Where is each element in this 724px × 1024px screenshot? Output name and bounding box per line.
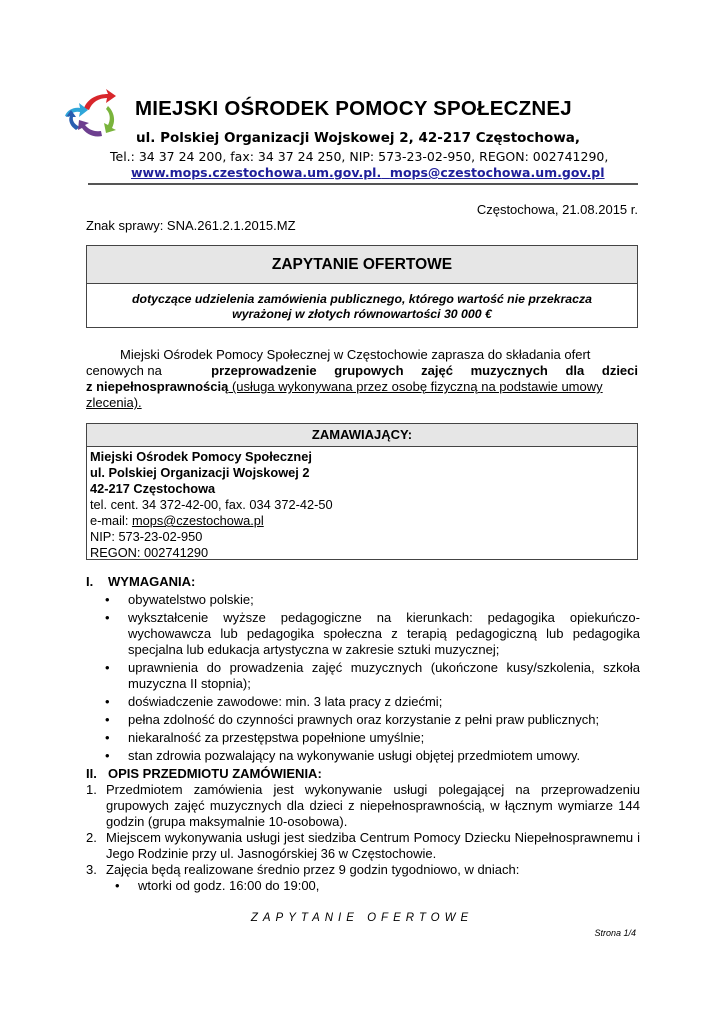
email-link[interactable]: mops@czestochowa.um.gov.pl xyxy=(389,165,605,180)
ordering-tel: tel. cent. 34 372-42-00, fax. 034 372-42-50 xyxy=(90,497,333,512)
item-text: Zajęcia będą realizowane średnio przez 9 godzin tygodniowo, w dniach: xyxy=(106,862,520,877)
ordering-name: Miejski Ośrodek Pomocy Społecznej xyxy=(90,449,312,464)
item-text: Przedmiotem zamówienia jest wykonywanie usługi polegającej na przeprowadzeniu grupowych zajęć muzycznych dla dzieci z niepełnosprawnością, w łącznym wymiarze 144 godzin (grupa maksymalnie 10-osobowa). xyxy=(106,782,640,829)
section-1-heading: WYMAGANIA: xyxy=(108,574,196,589)
item-number: 3. xyxy=(86,862,97,877)
title-box xyxy=(86,245,638,328)
description-list xyxy=(86,782,640,878)
org-address: ul. Polskiej Organizacji Wojskowej 2, 42-217 Częstochowa, xyxy=(136,130,581,146)
ordering-email-row xyxy=(90,513,634,529)
intro-subject: przeprowadzenie grupowych zajęć muzycznych dla dzieci xyxy=(211,363,638,378)
list-item: • uprawnienia do prowadzenia zajęć muzycznych (ukończone kusy/szkolenia, szkoła muzyczna II stopnia); xyxy=(86,660,640,692)
ordering-nip: NIP: 573-23-02-950 xyxy=(90,529,203,544)
list-item xyxy=(86,830,640,862)
list-item: • pełna zdolność do czynności prawnych oraz korzystanie z pełni praw publicznych; xyxy=(86,712,640,728)
intro-line-1: Miejski Ośrodek Pomocy Społecznej w Częstochowie zaprasza do składania ofert xyxy=(120,347,591,362)
intro-subject-end: z niepełnosprawnością xyxy=(86,379,229,394)
section-1-title xyxy=(86,574,640,590)
intro-text: cenowych na xyxy=(86,363,162,378)
item-number: 2. xyxy=(86,830,97,845)
section-2-number: II. xyxy=(86,766,97,781)
website-link[interactable]: www.mops.czestochowa.um.gov.pl. xyxy=(131,165,382,180)
item-text: Miejscem wykonywania usługi jest siedziba Centrum Pomocy Dziecku Niepełnosprawnemu i Jego Rodzinie przy ul. Jasnogórskiej 36 w Częstochowie. xyxy=(106,830,640,861)
header-divider xyxy=(88,183,638,185)
intro-line-3 xyxy=(86,379,638,395)
list-item: • doświadczenie zawodowe: min. 3 lata pracy z dziećmi; xyxy=(86,694,640,710)
schedule-item: • wtorki od godz. 16:00 do 19:00, xyxy=(86,878,640,894)
section-requirements xyxy=(86,574,640,764)
ordering-city: 42-217 Częstochowa xyxy=(90,481,216,496)
ordering-regon: REGON: 002741290 xyxy=(90,545,209,560)
ordering-details xyxy=(87,447,637,563)
org-links xyxy=(131,165,605,180)
list-item xyxy=(86,782,640,830)
section-1-number: I. xyxy=(86,574,94,589)
intro-line-4: zlecenia). xyxy=(86,395,142,410)
email-label: e-mail: xyxy=(90,513,132,528)
document-title: ZAPYTANIE OFERTOWE xyxy=(87,246,637,284)
section-2-heading: OPIS PRZEDMIOTU ZAMÓWIENIA: xyxy=(108,766,322,781)
org-contact: Tel.: 34 37 24 200, fax: 34 37 24 250, NIP: 573-23-02-950, REGON: 002741290, xyxy=(110,149,609,164)
list-item: • niekaralność za przestępstwa popełnione umyślnie; xyxy=(86,730,640,746)
list-item: • stan zdrowia pozwalający na wykonywanie usługi objętej przedmiotem umowy. xyxy=(86,748,640,764)
section-2-title xyxy=(86,766,640,782)
item-number: 1. xyxy=(86,782,97,797)
title-subtitle xyxy=(87,284,637,322)
org-name: MIEJSKI OŚRODEK POMOCY SPOŁECZNEJ xyxy=(135,97,572,120)
list-item xyxy=(86,862,640,878)
page-number: Strona 1/4 xyxy=(594,928,636,938)
subtitle-line-1: dotyczące udzielenia zamówienia publicznego, którego wartość nie przekracza xyxy=(132,292,592,306)
ordering-street: ul. Polskiej Organizacji Wojskowej 2 xyxy=(90,465,310,480)
mops-logo-icon xyxy=(62,86,126,142)
ordering-party-box xyxy=(86,423,638,560)
intro-note: (usługa wykonywana przez osobę fizyczną na podstawie umowy xyxy=(228,379,603,394)
ordering-heading: ZAMAWIAJĄCY: xyxy=(87,424,637,447)
list-item: • wykształcenie wyższe pedagogiczne na kierunkach: pedagogika opiekuńczo-wychowawcza lub pedagogika społeczna z terapią pedagogiczną lub pedagogika specjalna lub edukacja artystyczna w zakresie sztuki muzycznej; xyxy=(86,610,640,658)
section-order-description xyxy=(86,766,640,894)
intro-paragraph xyxy=(86,347,638,411)
requirements-list xyxy=(86,592,640,764)
ordering-email-link[interactable]: mops@czestochowa.pl xyxy=(131,513,264,528)
footer-title: ZAPYTANIE OFERTOWE xyxy=(250,912,474,924)
intro-line-2 xyxy=(86,363,638,379)
document-date: Częstochowa, 21.08.2015 r. xyxy=(476,202,638,217)
subtitle-line-2: wyrażonej w złotych równowartości 30 000 € xyxy=(232,307,492,321)
list-item: • obywatelstwo polskie; xyxy=(86,592,640,608)
case-number: Znak sprawy: SNA.261.2.1.2015.MZ xyxy=(86,218,296,233)
